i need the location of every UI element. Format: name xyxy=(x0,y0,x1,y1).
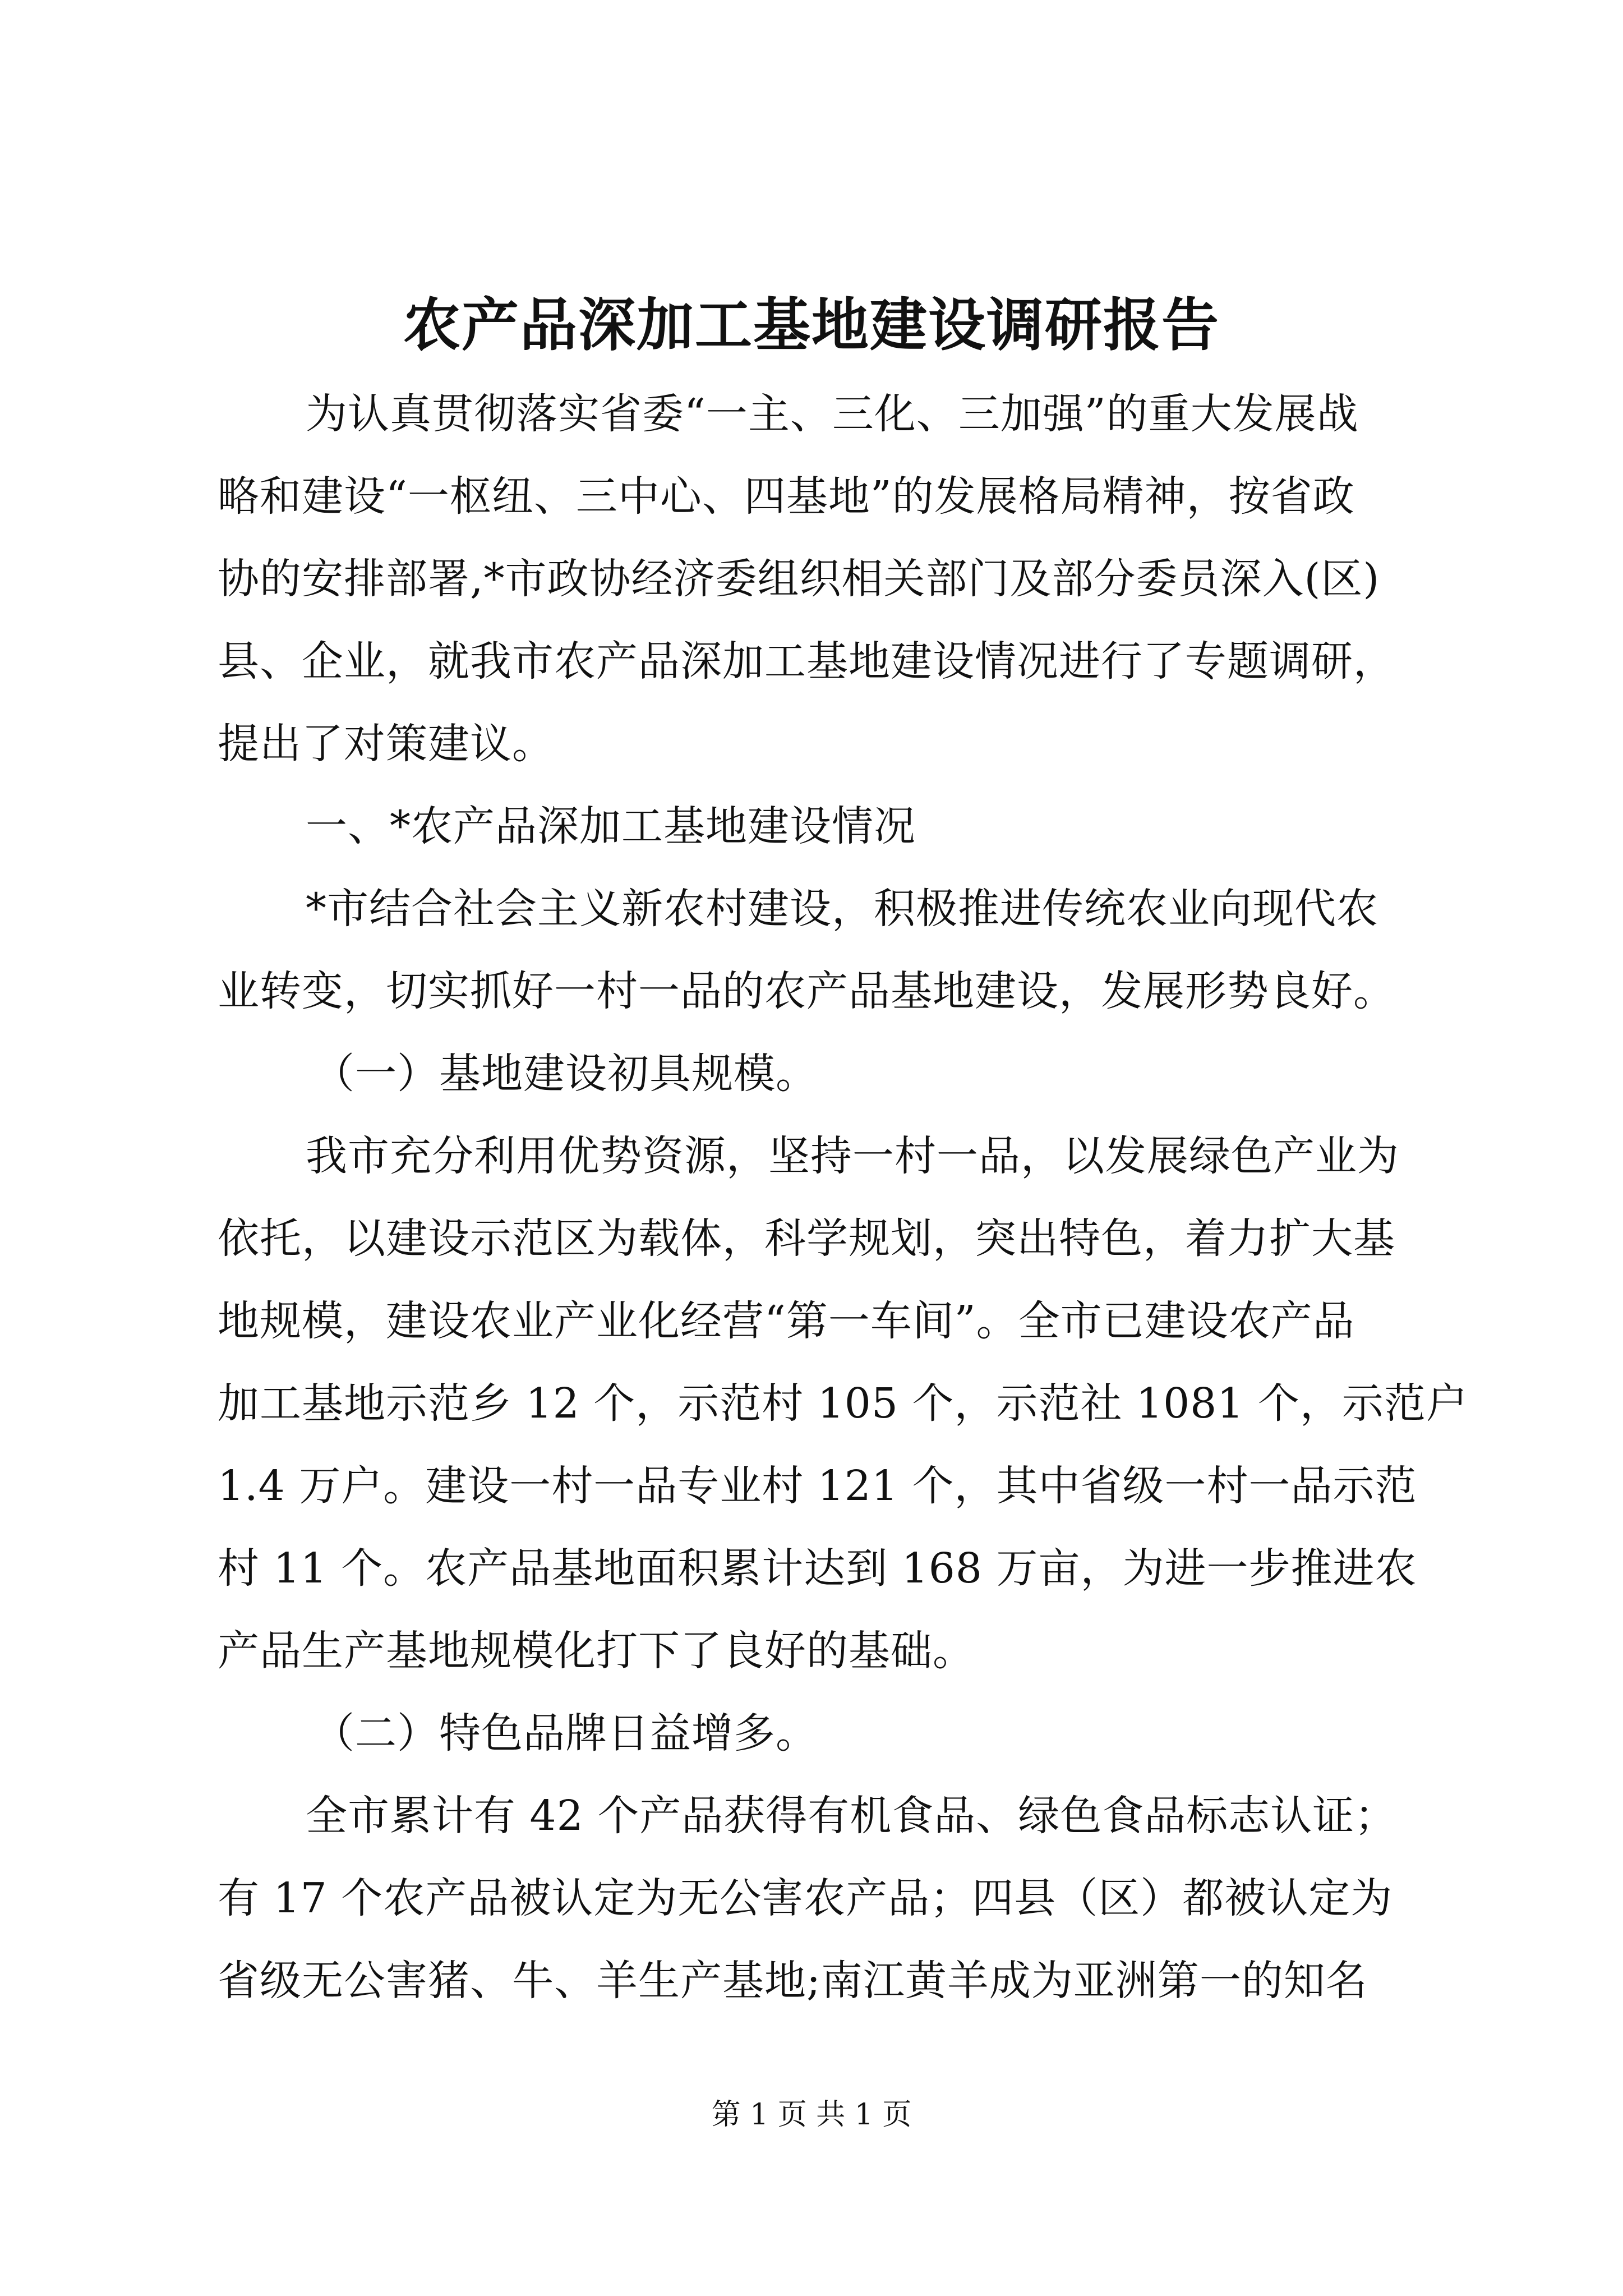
body-line-10: 我市充分利用优势资源，坚持一村一品，以发展绿色产业为 xyxy=(306,1132,1399,1180)
section-heading-1: 一、*农产品深加工基地建设情况 xyxy=(306,802,916,850)
body-line-12: 地规模，建设农业产业化经营“第一车间”。全市已建设农产品 xyxy=(218,1297,1355,1345)
page-footer: 第 1 页 共 1 页 xyxy=(711,2098,912,2132)
body-line-3: 协的安排部署,*市政协经济委组织相关部门及部分委员深入(区) xyxy=(218,555,1380,603)
body-line-14: 1.4 万户。建设一村一品专业村 121 个，其中省级一村一品示范 xyxy=(218,1462,1417,1510)
body-line-20: 省级无公害猪、牛、羊生产基地;南江黄羊成为亚洲第一的知名 xyxy=(218,1957,1368,2005)
subsection-heading-2: （二）特色品牌日益增多。 xyxy=(313,1709,818,1757)
body-line-7: *市结合社会主义新农村建设，积极推进传统农业向现代农 xyxy=(306,885,1378,933)
body-line-2: 略和建设“一枢纽、三中心、四基地”的发展格局精神，按省政 xyxy=(218,472,1355,521)
body-line-11: 依托，以建设示范区为载体，科学规划，突出特色，着力扩大基 xyxy=(218,1214,1395,1263)
body-line-18: 全市累计有 42 个产品获得有机食品、绿色食品标志认证； xyxy=(306,1792,1397,1840)
body-line-5: 提出了对策建议。 xyxy=(218,720,554,768)
subsection-heading-1: （一）基地建设初具规模。 xyxy=(313,1050,818,1098)
document-title: 农产品深加工基地建设调研报告 xyxy=(403,292,1220,359)
body-line-13: 加工基地示范乡 12 个，示范村 105 个，示范社 1081 个，示范户 xyxy=(218,1379,1468,1428)
body-line-16: 产品生产基地规模化打下了良好的基础。 xyxy=(218,1627,975,1675)
body-line-19: 有 17 个农产品被认定为无公害农产品；四县（区）都被认定为 xyxy=(218,1874,1393,1922)
body-line-15: 村 11 个。农产品基地面积累计达到 168 万亩，为进一步推进农 xyxy=(218,1544,1417,1593)
body-line-8: 业转变，切实抓好一村一品的农产品基地建设，发展形势良好。 xyxy=(218,967,1395,1015)
body-line-1: 为认真贯彻落实省委“一主、三化、三加强”的重大发展战 xyxy=(306,390,1359,438)
body-line-4: 县、企业，就我市农产品深加工基地建设情况进行了专题调研， xyxy=(218,637,1395,685)
